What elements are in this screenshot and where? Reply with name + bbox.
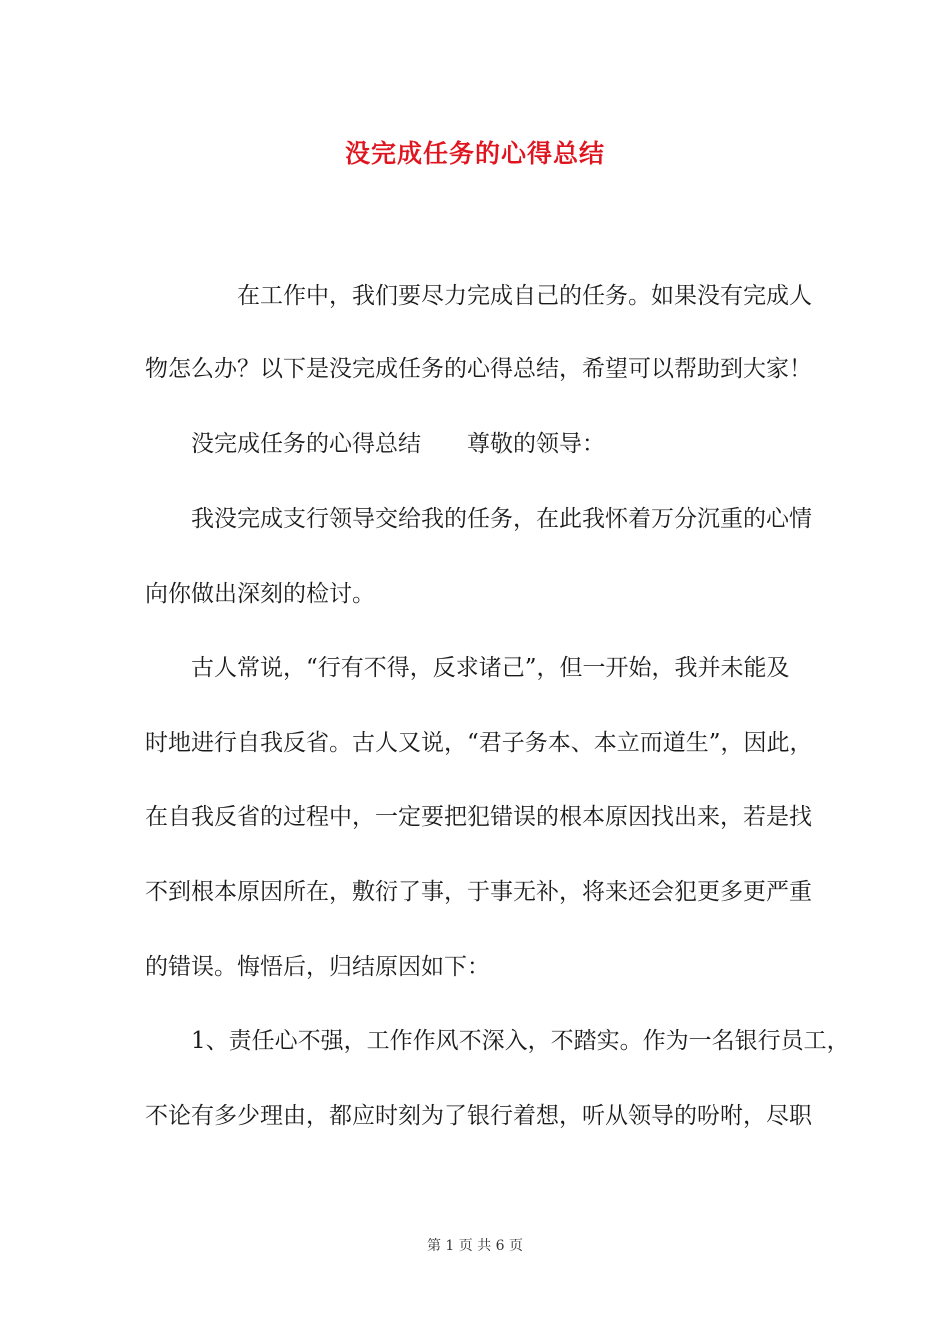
body-line: 我没完成支行领导交给我的任务，在此我怀着万分沉重的心情 (145, 506, 812, 532)
body-line: 不论有多少理由，都应时刻为了银行着想，听从领导的吩咐，尽职 (145, 1103, 812, 1129)
body-line: 时地进行自我反省。古人又说，“君子务本、本立而道生”，因此， (145, 730, 813, 756)
body-line: 古人常说，“行有不得，反求诸己”，但一开始，我并未能及 (145, 655, 790, 681)
body-line: 物怎么办？以下是没完成任务的心得总结，希望可以帮助到大家！ (145, 356, 812, 382)
body-line: 在工作中，我们要尽力完成自己的任务。如果没有完成人 (145, 283, 812, 309)
body-line: 的错误。悔悟后，归结原因如下： (145, 954, 490, 980)
body-line: 在自我反省的过程中，一定要把犯错误的根本原因找出来，若是找 (145, 804, 812, 830)
document-title: 没完成任务的心得总结 (344, 139, 605, 168)
page-number: 第 1 页 共 6 页 (426, 1238, 524, 1254)
body-line: 不到根本原因所在，敷衍了事，于事无补，将来还会犯更多更严重 (145, 879, 812, 905)
body-line: 1、责任心不强，工作作风不深入，不踏实。作为一名银行员工， (145, 1028, 850, 1054)
body-line: 没完成任务的心得总结 尊敬的领导： (145, 431, 605, 457)
body-line: 向你做出深刻的检讨。 (145, 581, 375, 607)
